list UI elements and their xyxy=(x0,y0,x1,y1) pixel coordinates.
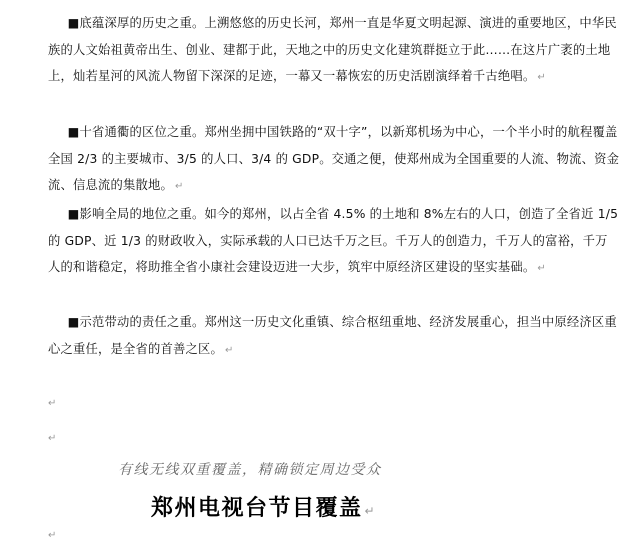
headline-text: 郑州电视台节目覆盖 xyxy=(151,496,363,521)
paragraph-mark-icon: ↵ xyxy=(174,181,184,192)
empty-paragraph-mark-icon: ↵ xyxy=(48,398,57,409)
paragraph-status xyxy=(48,201,620,283)
paragraph-mark-icon: ↵ xyxy=(537,263,546,274)
empty-paragraph-mark-icon: ↵ xyxy=(48,530,57,541)
paragraph-responsibility xyxy=(48,309,620,364)
paragraph-text: ■底蕴深厚的历史之重。上溯悠悠的历史长河，郑州一直是华夏文明起源、演进的重要地区，中华民族的人文始祖黄帝出生、创业、建都于此，天地之中的历史文化建筑群挺立于此……在这片广袤的土地上，灿若星河的风流人物留下深深的足迹，一幕又一幕恢宏的历史活剧演绎着千古绝唱。 xyxy=(48,16,617,83)
paragraph-text: ■影响全局的地位之重。如今的郑州，以占全省 4.5% 的土地和 8%左右的人口，创造了全省近 1/5 的 GDP、近 1/3 的财政收入，实际承载的人口已达千万之巨。千万人的创造力，千万人的富裕，千万人的和谐稳定，将助推全省小康社会建设迈进一大步，筑牢中原经济区建设的坚实基础。 xyxy=(48,207,619,274)
paragraph-text: ■示范带动的责任之重。郑州这一历史文化重镇、综合枢纽重地、经济发展重心，担当中原经济区重心之重任，是全省的首善之区。 xyxy=(48,315,617,356)
paragraph-mark-icon: ↵ xyxy=(537,72,546,83)
slogan-text: 有线无线双重覆盖，精确锁定周边受众 xyxy=(118,462,382,478)
headline xyxy=(151,491,376,522)
paragraph-text: ■十省通衢的区位之重。郑州坐拥中国铁路的“双十字”，以新郑机场为中心，一个半小时的航程覆盖全国 2/3 的主要城市、3/5 的人口、3/4 的 GDP。交通之便，使郑州成为全国重要的人流、物流、资金流、信息流的集散地。 xyxy=(48,125,620,192)
paragraph-mark-icon: ↵ xyxy=(364,504,377,518)
paragraph-mark-icon: ↵ xyxy=(224,344,234,356)
paragraph-history xyxy=(48,10,620,92)
empty-paragraph-mark-icon: ↵ xyxy=(48,433,57,444)
paragraph-location xyxy=(48,119,620,201)
